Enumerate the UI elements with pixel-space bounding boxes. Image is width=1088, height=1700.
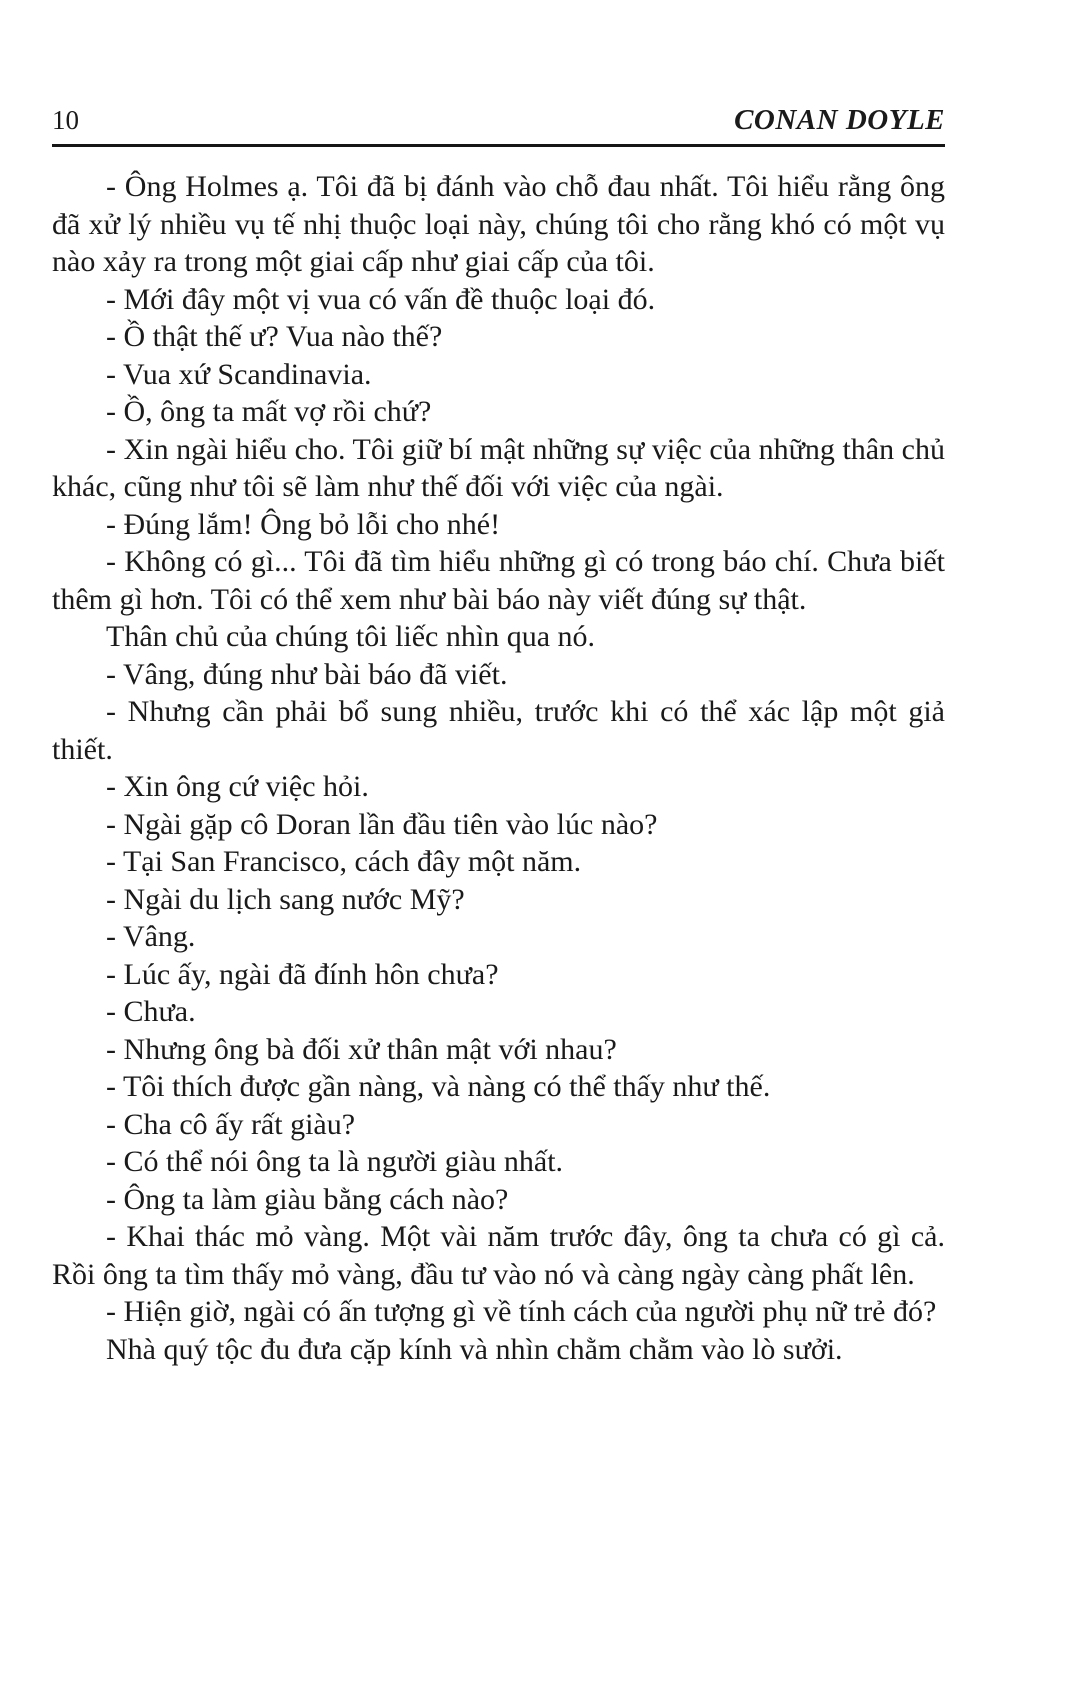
page-number: 10 [52, 105, 79, 135]
running-title: CONAN DOYLE [734, 104, 945, 136]
paragraph: - Tại San Francisco, cách đây một năm. [106, 845, 582, 878]
paragraph: - Hiện giờ, ngài có ấn tượng gì về tính cách của người phụ nữ trẻ đó? [106, 1295, 937, 1328]
paragraph: - Ông ta làm giàu bằng cách nào? [106, 1182, 509, 1216]
page-header [52, 104, 945, 137]
page-body [52, 168, 945, 1368]
paragraph: - Cha cô ấy rất giàu? [106, 1107, 356, 1141]
paragraph: Nhà quý tộc đu đưa cặp kính và nhìn chằm chằm vào lò sưởi. [106, 1332, 843, 1366]
paragraph: - Ông Holmes ạ. Tôi đã bị đánh vào chỗ đau nhất. Tôi hiểu rằng ông đã xử lý nhiều vụ tế nhị thuộc loại này, chúng tôi cho rằng khó có một vụ nào xảy ra trong một giai cấp như giai cấp của tôi. [52, 170, 945, 278]
paragraph: - Ngài gặp cô Doran lần đầu tiên vào lúc nào? [106, 807, 658, 841]
header-rule [52, 144, 945, 147]
paragraph: - Mới đây một vị vua có vấn đề thuộc loại đó. [106, 282, 656, 316]
paragraph: Thân chủ của chúng tôi liếc nhìn qua nó. [106, 620, 596, 653]
paragraph: - Ngài du lịch sang nước Mỹ? [106, 882, 465, 916]
paragraph: - Ồ thật thế ư? Vua nào thế? [106, 320, 443, 353]
paragraph: - Nhưng cần phải bổ sung nhiều, trước khi có thể xác lập một giả thiết. [52, 695, 945, 766]
paragraph: - Có thể nói ông ta là người giàu nhất. [106, 1145, 564, 1178]
paragraph: - Vua xứ Scandinavia. [106, 357, 372, 391]
paragraph: - Lúc ấy, ngài đã đính hôn chưa? [106, 957, 499, 991]
paragraph: - Chưa. [106, 995, 196, 1028]
paragraph: - Vâng, đúng như bài báo đã viết. [106, 657, 508, 691]
paragraph: - Xin ngài hiểu cho. Tôi giữ bí mật những sự việc của những thân chủ khác, cũng như tôi sẽ làm như thế đối với việc của ngài. [52, 432, 945, 503]
paragraph: - Nhưng ông bà đối xử thân mật với nhau? [106, 1032, 617, 1066]
paragraph: - Ồ, ông ta mất vợ rồi chứ? [106, 395, 432, 428]
paragraph: - Đúng lắm! Ông bỏ lỗi cho nhé! [106, 507, 501, 541]
paragraph: - Xin ông cứ việc hỏi. [106, 770, 369, 803]
paragraph: - Tôi thích được gần nàng, và nàng có thể thấy như thế. [106, 1070, 771, 1103]
paragraph: - Vâng. [106, 920, 196, 953]
paragraph: - Không có gì... Tôi đã tìm hiểu những gì có trong báo chí. Chưa biết thêm gì hơn. Tôi có thể xem như bài báo này viết đúng sự thật. [52, 545, 945, 616]
paragraph: - Khai thác mỏ vàng. Một vài năm trước đây, ông ta chưa có gì cả. Rồi ông ta tìm thấy mỏ vàng, đầu tư vào nó và càng ngày càng phất lên. [52, 1220, 945, 1291]
